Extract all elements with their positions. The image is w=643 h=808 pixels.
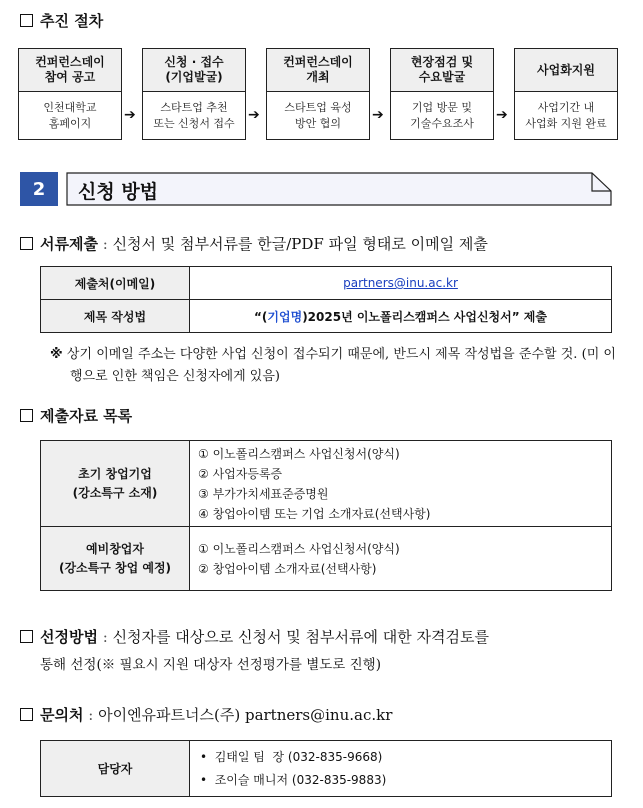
contact-heading [20,704,392,725]
separator: : [97,235,113,253]
step-head-1: 컨퍼런스데이 참여 공고 [19,49,121,92]
separator: : [97,628,113,646]
contact-table-label: 담당자 [41,741,190,797]
documents-title: 제출자료 목록 [40,407,133,425]
selection-label: 선정방법 [40,628,98,646]
step-body-1: 인천대학교 홈페이지 [43,101,97,130]
group-label-startup [41,441,190,527]
step-head-4: 현장점검 및 수요발굴 [391,49,493,92]
documents-table [40,440,612,591]
step-box-3 [266,48,370,140]
submission-note [50,344,616,388]
submission-heading [20,233,488,254]
selection-heading [20,623,616,679]
contact-table [40,740,612,797]
step-head-3: 컨퍼런스데이 개최 [267,49,369,92]
section-title-bar [66,172,612,206]
checkbox-icon [20,237,33,250]
list-item: • 김태일 팀 장 (032-835-9668) [200,749,383,764]
note-mark: ※ [50,347,63,362]
step-body-2: 스타트업 추천 또는 신청서 접수 [153,101,235,130]
list-item: ① 이노폴리스캠퍼스 사업신청서(양식) [198,446,400,461]
subject-open: “( [254,309,268,324]
email-link[interactable]: partners@inu.ac.kr [343,276,458,290]
email-label: 제출처(이메일) [41,267,190,300]
subject-label: 제목 작성법 [41,300,190,333]
checkbox-icon [20,409,33,422]
section-number-badge: 2 [20,172,58,206]
list-item: ① 이노폴리스캠퍼스 사업신청서(양식) [198,541,400,556]
group-label-pre-startup [41,527,190,591]
subject-rest: )2025년 이노폴리스캠퍼스 사업신청서” 제출 [302,309,547,324]
section-title: 신청 방법 [78,181,159,203]
group-label-line: 초기 창업기업 [78,466,152,481]
group-label-line: 예비창업자 [86,541,144,556]
submission-table [40,266,612,333]
subject-format [190,300,612,333]
group-items-pre-startup [190,527,612,591]
note-text: 상기 이메일 주소는 다양한 사업 신청이 접수되기 때문에, 반드시 제목 작성법을 준수할 것. (미 이행으로 인한 책임은 신청자에게 있음) [66,347,616,384]
group-items-startup [190,441,612,527]
step-body-3: 스타트업 육성 방안 협의 [284,101,352,130]
group-label-line: (강소특구 창업 예정) [58,560,172,575]
step-head-5: 사업화지원 [515,49,617,92]
step-box-2 [142,48,246,140]
submission-text: 신청서 및 첨부서류를 한글/PDF 파일 형태로 이메일 제출 [112,235,488,253]
arrow-icon: ➔ [496,107,508,123]
checkbox-icon [20,708,33,721]
list-item: ② 사업자등록증 [198,466,283,481]
contact-person: 조이슬 매니저 (032-835-9883) [214,772,387,787]
selection-text-line1: 신청자를 대상으로 신청서 및 첨부서류에 대한 자격검토를 [112,628,489,646]
step-box-5 [514,48,618,140]
list-item: ② 창업아이템 소개자료(선택사항) [198,561,377,576]
step-box-1 [18,48,122,140]
list-item: ④ 창업아이템 또는 기업 소개자료(선택사항) [198,506,431,521]
subject-highlight: 기업명 [267,309,303,324]
separator: : [83,706,99,724]
contact-people [190,741,612,797]
submission-label: 서류제출 [40,235,98,253]
checkbox-icon [20,14,33,27]
list-item: • 조이슬 매니저 (032-835-9883) [200,772,387,787]
arrow-icon: ➔ [372,107,384,123]
step-body-5: 사업기간 내 사업화 지원 완료 [525,101,607,130]
procedure-title: 추진 절차 [40,12,104,30]
arrow-icon: ➔ [248,107,260,123]
step-head-2: 신청 · 접수 (기업발굴) [143,49,245,92]
step-box-4 [390,48,494,140]
documents-heading [20,405,132,426]
group-label-line: (강소특구 소재) [72,485,158,500]
step-body-4: 기업 방문 및 기술수요조사 [410,101,474,130]
contact-person: 김태일 팀 장 (032-835-9668) [214,749,383,764]
list-item: ③ 부가가치세표준증명원 [198,486,329,501]
arrow-icon: ➔ [124,107,136,123]
checkbox-icon [20,630,33,643]
procedure-heading [20,10,103,31]
selection-text-line2: 통해 선정(※ 필요시 지원 대상자 선정평가를 별도로 진행) [40,657,381,673]
contact-text: 아이엔유파트너스(주) partners@inu.ac.kr [98,706,393,724]
contact-label: 문의처 [40,706,84,724]
